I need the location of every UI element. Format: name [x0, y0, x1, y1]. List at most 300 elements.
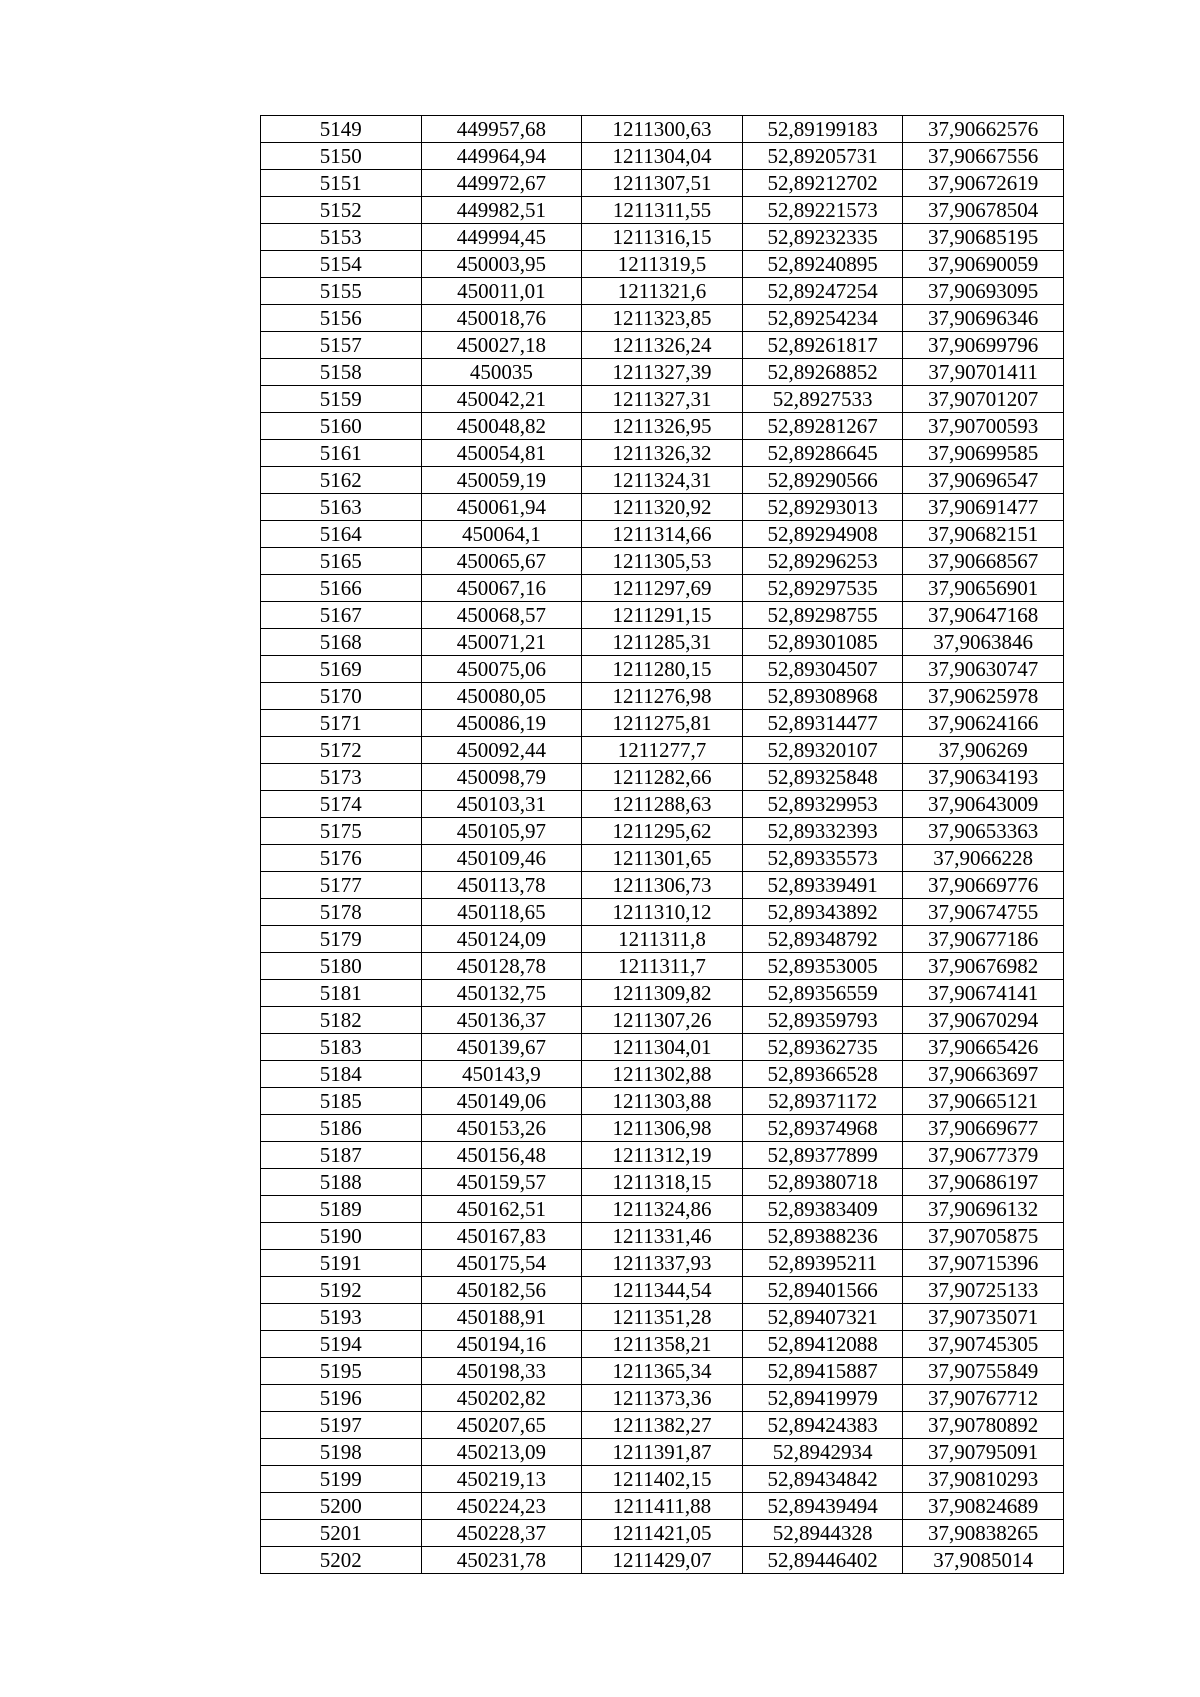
- point-number-cell: 5198: [261, 1439, 422, 1466]
- point-number-cell: 5197: [261, 1412, 422, 1439]
- table-row: [261, 1142, 1064, 1169]
- point-number-cell: 5158: [261, 359, 422, 386]
- x-coordinate-cell: 449964,94: [421, 143, 582, 170]
- table-row: [261, 278, 1064, 305]
- table-row: [261, 1385, 1064, 1412]
- point-number-cell: 5181: [261, 980, 422, 1007]
- latitude-cell: 52,89304507: [742, 656, 903, 683]
- latitude-cell: 52,89371172: [742, 1088, 903, 1115]
- y-coordinate-cell: 1211285,31: [582, 629, 743, 656]
- point-number-cell: 5154: [261, 251, 422, 278]
- y-coordinate-cell: 1211288,63: [582, 791, 743, 818]
- point-number-cell: 5172: [261, 737, 422, 764]
- point-number-cell: 5182: [261, 1007, 422, 1034]
- longitude-cell: 37,90663697: [903, 1061, 1064, 1088]
- x-coordinate-cell: 450207,65: [421, 1412, 582, 1439]
- x-coordinate-cell: 450219,13: [421, 1466, 582, 1493]
- table-row: [261, 1358, 1064, 1385]
- longitude-cell: 37,90690059: [903, 251, 1064, 278]
- x-coordinate-cell: 450068,57: [421, 602, 582, 629]
- table-row: [261, 656, 1064, 683]
- table-row: [261, 251, 1064, 278]
- table-row: [261, 1493, 1064, 1520]
- point-number-cell: 5177: [261, 872, 422, 899]
- table-row: [261, 170, 1064, 197]
- x-coordinate-cell: 450188,91: [421, 1304, 582, 1331]
- longitude-cell: 37,90668567: [903, 548, 1064, 575]
- longitude-cell: 37,9085014: [903, 1547, 1064, 1574]
- x-coordinate-cell: 450139,67: [421, 1034, 582, 1061]
- table-row: [261, 1169, 1064, 1196]
- x-coordinate-cell: 450098,79: [421, 764, 582, 791]
- latitude-cell: 52,89439494: [742, 1493, 903, 1520]
- latitude-cell: 52,89388236: [742, 1223, 903, 1250]
- coordinates-table: [260, 115, 1064, 1574]
- longitude-cell: 37,90745305: [903, 1331, 1064, 1358]
- longitude-cell: 37,90696132: [903, 1196, 1064, 1223]
- longitude-cell: 37,90678504: [903, 197, 1064, 224]
- longitude-cell: 37,90699796: [903, 332, 1064, 359]
- point-number-cell: 5201: [261, 1520, 422, 1547]
- table-row: [261, 413, 1064, 440]
- x-coordinate-cell: 450149,06: [421, 1088, 582, 1115]
- point-number-cell: 5192: [261, 1277, 422, 1304]
- y-coordinate-cell: 1211337,93: [582, 1250, 743, 1277]
- y-coordinate-cell: 1211302,88: [582, 1061, 743, 1088]
- y-coordinate-cell: 1211314,66: [582, 521, 743, 548]
- x-coordinate-cell: 450202,82: [421, 1385, 582, 1412]
- y-coordinate-cell: 1211306,73: [582, 872, 743, 899]
- y-coordinate-cell: 1211324,31: [582, 467, 743, 494]
- y-coordinate-cell: 1211306,98: [582, 1115, 743, 1142]
- latitude-cell: 52,89325848: [742, 764, 903, 791]
- latitude-cell: 52,89205731: [742, 143, 903, 170]
- table-row: [261, 440, 1064, 467]
- longitude-cell: 37,90643009: [903, 791, 1064, 818]
- latitude-cell: 52,89374968: [742, 1115, 903, 1142]
- point-number-cell: 5163: [261, 494, 422, 521]
- point-number-cell: 5170: [261, 683, 422, 710]
- latitude-cell: 52,89380718: [742, 1169, 903, 1196]
- longitude-cell: 37,90634193: [903, 764, 1064, 791]
- longitude-cell: 37,90810293: [903, 1466, 1064, 1493]
- longitude-cell: 37,90795091: [903, 1439, 1064, 1466]
- table-row: [261, 305, 1064, 332]
- table-row: [261, 359, 1064, 386]
- point-number-cell: 5189: [261, 1196, 422, 1223]
- x-coordinate-cell: 450128,78: [421, 953, 582, 980]
- y-coordinate-cell: 1211291,15: [582, 602, 743, 629]
- latitude-cell: 52,89261817: [742, 332, 903, 359]
- longitude-cell: 37,90755849: [903, 1358, 1064, 1385]
- latitude-cell: 52,89332393: [742, 818, 903, 845]
- table-row: [261, 1547, 1064, 1574]
- point-number-cell: 5168: [261, 629, 422, 656]
- longitude-cell: 37,90838265: [903, 1520, 1064, 1547]
- table-row: [261, 1412, 1064, 1439]
- y-coordinate-cell: 1211373,36: [582, 1385, 743, 1412]
- latitude-cell: 52,89419979: [742, 1385, 903, 1412]
- latitude-cell: 52,89254234: [742, 305, 903, 332]
- longitude-cell: 37,90653363: [903, 818, 1064, 845]
- longitude-cell: 37,90685195: [903, 224, 1064, 251]
- longitude-cell: 37,90824689: [903, 1493, 1064, 1520]
- y-coordinate-cell: 1211319,5: [582, 251, 743, 278]
- y-coordinate-cell: 1211280,15: [582, 656, 743, 683]
- point-number-cell: 5193: [261, 1304, 422, 1331]
- longitude-cell: 37,90735071: [903, 1304, 1064, 1331]
- y-coordinate-cell: 1211301,65: [582, 845, 743, 872]
- y-coordinate-cell: 1211320,92: [582, 494, 743, 521]
- latitude-cell: 52,89362735: [742, 1034, 903, 1061]
- y-coordinate-cell: 1211276,98: [582, 683, 743, 710]
- point-number-cell: 5149: [261, 116, 422, 143]
- y-coordinate-cell: 1211429,07: [582, 1547, 743, 1574]
- point-number-cell: 5191: [261, 1250, 422, 1277]
- y-coordinate-cell: 1211411,88: [582, 1493, 743, 1520]
- latitude-cell: 52,89212702: [742, 170, 903, 197]
- latitude-cell: 52,89297535: [742, 575, 903, 602]
- longitude-cell: 37,90630747: [903, 656, 1064, 683]
- y-coordinate-cell: 1211323,85: [582, 305, 743, 332]
- x-coordinate-cell: 450182,56: [421, 1277, 582, 1304]
- point-number-cell: 5175: [261, 818, 422, 845]
- point-number-cell: 5196: [261, 1385, 422, 1412]
- longitude-cell: 37,90669776: [903, 872, 1064, 899]
- point-number-cell: 5160: [261, 413, 422, 440]
- point-number-cell: 5187: [261, 1142, 422, 1169]
- x-coordinate-cell: 450132,75: [421, 980, 582, 1007]
- y-coordinate-cell: 1211391,87: [582, 1439, 743, 1466]
- table-row: [261, 1466, 1064, 1493]
- latitude-cell: 52,89268852: [742, 359, 903, 386]
- table-row: [261, 467, 1064, 494]
- table-row: [261, 1223, 1064, 1250]
- point-number-cell: 5200: [261, 1493, 422, 1520]
- table-row: [261, 197, 1064, 224]
- longitude-cell: 37,90662576: [903, 116, 1064, 143]
- latitude-cell: 52,89343892: [742, 899, 903, 926]
- longitude-cell: 37,90677379: [903, 1142, 1064, 1169]
- x-coordinate-cell: 450003,95: [421, 251, 582, 278]
- longitude-cell: 37,90696547: [903, 467, 1064, 494]
- point-number-cell: 5195: [261, 1358, 422, 1385]
- longitude-cell: 37,90691477: [903, 494, 1064, 521]
- y-coordinate-cell: 1211311,55: [582, 197, 743, 224]
- latitude-cell: 52,89356559: [742, 980, 903, 1007]
- point-number-cell: 5174: [261, 791, 422, 818]
- latitude-cell: 52,89320107: [742, 737, 903, 764]
- point-number-cell: 5178: [261, 899, 422, 926]
- table-row: [261, 1331, 1064, 1358]
- y-coordinate-cell: 1211310,12: [582, 899, 743, 926]
- longitude-cell: 37,90624166: [903, 710, 1064, 737]
- x-coordinate-cell: 450194,16: [421, 1331, 582, 1358]
- x-coordinate-cell: 449957,68: [421, 116, 582, 143]
- y-coordinate-cell: 1211277,7: [582, 737, 743, 764]
- point-number-cell: 5176: [261, 845, 422, 872]
- table-row: [261, 521, 1064, 548]
- latitude-cell: 52,89281267: [742, 413, 903, 440]
- table-row: [261, 710, 1064, 737]
- latitude-cell: 52,89232335: [742, 224, 903, 251]
- x-coordinate-cell: 450156,48: [421, 1142, 582, 1169]
- longitude-cell: 37,90693095: [903, 278, 1064, 305]
- latitude-cell: 52,89199183: [742, 116, 903, 143]
- x-coordinate-cell: 450065,67: [421, 548, 582, 575]
- y-coordinate-cell: 1211344,54: [582, 1277, 743, 1304]
- longitude-cell: 37,90686197: [903, 1169, 1064, 1196]
- latitude-cell: 52,89412088: [742, 1331, 903, 1358]
- x-coordinate-cell: 450054,81: [421, 440, 582, 467]
- point-number-cell: 5183: [261, 1034, 422, 1061]
- longitude-cell: 37,90699585: [903, 440, 1064, 467]
- y-coordinate-cell: 1211421,05: [582, 1520, 743, 1547]
- y-coordinate-cell: 1211402,15: [582, 1466, 743, 1493]
- point-number-cell: 5161: [261, 440, 422, 467]
- longitude-cell: 37,90696346: [903, 305, 1064, 332]
- table-row: [261, 602, 1064, 629]
- y-coordinate-cell: 1211358,21: [582, 1331, 743, 1358]
- longitude-cell: 37,90665426: [903, 1034, 1064, 1061]
- longitude-cell: 37,906269: [903, 737, 1064, 764]
- y-coordinate-cell: 1211327,39: [582, 359, 743, 386]
- table-row: [261, 980, 1064, 1007]
- y-coordinate-cell: 1211326,95: [582, 413, 743, 440]
- table-row: [261, 1250, 1064, 1277]
- x-coordinate-cell: 450159,57: [421, 1169, 582, 1196]
- y-coordinate-cell: 1211324,86: [582, 1196, 743, 1223]
- point-number-cell: 5159: [261, 386, 422, 413]
- table-row: [261, 1439, 1064, 1466]
- table-row: [261, 737, 1064, 764]
- x-coordinate-cell: 450175,54: [421, 1250, 582, 1277]
- latitude-cell: 52,89290566: [742, 467, 903, 494]
- y-coordinate-cell: 1211311,8: [582, 926, 743, 953]
- y-coordinate-cell: 1211318,15: [582, 1169, 743, 1196]
- table-row: [261, 1304, 1064, 1331]
- table-row: [261, 116, 1064, 143]
- point-number-cell: 5186: [261, 1115, 422, 1142]
- point-number-cell: 5151: [261, 170, 422, 197]
- point-number-cell: 5180: [261, 953, 422, 980]
- latitude-cell: 52,89298755: [742, 602, 903, 629]
- longitude-cell: 37,90682151: [903, 521, 1064, 548]
- y-coordinate-cell: 1211309,82: [582, 980, 743, 1007]
- x-coordinate-cell: 450086,19: [421, 710, 582, 737]
- table-row: [261, 764, 1064, 791]
- y-coordinate-cell: 1211331,46: [582, 1223, 743, 1250]
- point-number-cell: 5152: [261, 197, 422, 224]
- table-row: [261, 1196, 1064, 1223]
- x-coordinate-cell: 450162,51: [421, 1196, 582, 1223]
- latitude-cell: 52,8942934: [742, 1439, 903, 1466]
- point-number-cell: 5156: [261, 305, 422, 332]
- x-coordinate-cell: 450153,26: [421, 1115, 582, 1142]
- latitude-cell: 52,89366528: [742, 1061, 903, 1088]
- x-coordinate-cell: 450124,09: [421, 926, 582, 953]
- latitude-cell: 52,89240895: [742, 251, 903, 278]
- x-coordinate-cell: 450035: [421, 359, 582, 386]
- longitude-cell: 37,90625978: [903, 683, 1064, 710]
- longitude-cell: 37,90725133: [903, 1277, 1064, 1304]
- longitude-cell: 37,90676982: [903, 953, 1064, 980]
- x-coordinate-cell: 450228,37: [421, 1520, 582, 1547]
- point-number-cell: 5185: [261, 1088, 422, 1115]
- x-coordinate-cell: 450064,1: [421, 521, 582, 548]
- point-number-cell: 5150: [261, 143, 422, 170]
- table-row: [261, 899, 1064, 926]
- x-coordinate-cell: 450092,44: [421, 737, 582, 764]
- latitude-cell: 52,89294908: [742, 521, 903, 548]
- longitude-cell: 37,90669677: [903, 1115, 1064, 1142]
- table-row: [261, 1034, 1064, 1061]
- longitude-cell: 37,90672619: [903, 170, 1064, 197]
- latitude-cell: 52,89296253: [742, 548, 903, 575]
- longitude-cell: 37,90701411: [903, 359, 1064, 386]
- latitude-cell: 52,89348792: [742, 926, 903, 953]
- latitude-cell: 52,89286645: [742, 440, 903, 467]
- point-number-cell: 5166: [261, 575, 422, 602]
- point-number-cell: 5164: [261, 521, 422, 548]
- y-coordinate-cell: 1211295,62: [582, 818, 743, 845]
- point-number-cell: 5173: [261, 764, 422, 791]
- longitude-cell: 37,90665121: [903, 1088, 1064, 1115]
- point-number-cell: 5199: [261, 1466, 422, 1493]
- latitude-cell: 52,89314477: [742, 710, 903, 737]
- latitude-cell: 52,89383409: [742, 1196, 903, 1223]
- y-coordinate-cell: 1211321,6: [582, 278, 743, 305]
- y-coordinate-cell: 1211312,19: [582, 1142, 743, 1169]
- table-row: [261, 494, 1064, 521]
- latitude-cell: 52,89293013: [742, 494, 903, 521]
- longitude-cell: 37,9063846: [903, 629, 1064, 656]
- y-coordinate-cell: 1211297,69: [582, 575, 743, 602]
- table-row: [261, 224, 1064, 251]
- x-coordinate-cell: 450143,9: [421, 1061, 582, 1088]
- y-coordinate-cell: 1211311,7: [582, 953, 743, 980]
- point-number-cell: 5171: [261, 710, 422, 737]
- x-coordinate-cell: 450198,33: [421, 1358, 582, 1385]
- x-coordinate-cell: 450042,21: [421, 386, 582, 413]
- table-row: [261, 683, 1064, 710]
- y-coordinate-cell: 1211365,34: [582, 1358, 743, 1385]
- x-coordinate-cell: 450048,82: [421, 413, 582, 440]
- latitude-cell: 52,89415887: [742, 1358, 903, 1385]
- y-coordinate-cell: 1211305,53: [582, 548, 743, 575]
- x-coordinate-cell: 450027,18: [421, 332, 582, 359]
- latitude-cell: 52,89395211: [742, 1250, 903, 1277]
- longitude-cell: 37,90705875: [903, 1223, 1064, 1250]
- y-coordinate-cell: 1211303,88: [582, 1088, 743, 1115]
- longitude-cell: 37,90701207: [903, 386, 1064, 413]
- y-coordinate-cell: 1211307,51: [582, 170, 743, 197]
- y-coordinate-cell: 1211316,15: [582, 224, 743, 251]
- table-row: [261, 1277, 1064, 1304]
- table-row: [261, 548, 1064, 575]
- x-coordinate-cell: 449982,51: [421, 197, 582, 224]
- y-coordinate-cell: 1211304,01: [582, 1034, 743, 1061]
- longitude-cell: 37,90670294: [903, 1007, 1064, 1034]
- x-coordinate-cell: 450213,09: [421, 1439, 582, 1466]
- table-row: [261, 1115, 1064, 1142]
- point-number-cell: 5190: [261, 1223, 422, 1250]
- y-coordinate-cell: 1211304,04: [582, 143, 743, 170]
- latitude-cell: 52,89377899: [742, 1142, 903, 1169]
- x-coordinate-cell: 450113,78: [421, 872, 582, 899]
- latitude-cell: 52,89301085: [742, 629, 903, 656]
- x-coordinate-cell: 450231,78: [421, 1547, 582, 1574]
- longitude-cell: 37,90667556: [903, 143, 1064, 170]
- y-coordinate-cell: 1211382,27: [582, 1412, 743, 1439]
- y-coordinate-cell: 1211275,81: [582, 710, 743, 737]
- x-coordinate-cell: 450080,05: [421, 683, 582, 710]
- y-coordinate-cell: 1211327,31: [582, 386, 743, 413]
- x-coordinate-cell: 450075,06: [421, 656, 582, 683]
- point-number-cell: 5157: [261, 332, 422, 359]
- table-row: [261, 143, 1064, 170]
- table-row: [261, 1061, 1064, 1088]
- table-row: [261, 1007, 1064, 1034]
- y-coordinate-cell: 1211326,32: [582, 440, 743, 467]
- longitude-cell: 37,90656901: [903, 575, 1064, 602]
- latitude-cell: 52,89353005: [742, 953, 903, 980]
- x-coordinate-cell: 450067,16: [421, 575, 582, 602]
- table-row: [261, 818, 1064, 845]
- x-coordinate-cell: 450167,83: [421, 1223, 582, 1250]
- x-coordinate-cell: 449994,45: [421, 224, 582, 251]
- point-number-cell: 5169: [261, 656, 422, 683]
- x-coordinate-cell: 450224,23: [421, 1493, 582, 1520]
- x-coordinate-cell: 450071,21: [421, 629, 582, 656]
- table-row: [261, 872, 1064, 899]
- table-row: [261, 332, 1064, 359]
- longitude-cell: 37,90674141: [903, 980, 1064, 1007]
- point-number-cell: 5162: [261, 467, 422, 494]
- latitude-cell: 52,89424383: [742, 1412, 903, 1439]
- point-number-cell: 5184: [261, 1061, 422, 1088]
- table-row: [261, 575, 1064, 602]
- x-coordinate-cell: 450136,37: [421, 1007, 582, 1034]
- x-coordinate-cell: 450018,76: [421, 305, 582, 332]
- latitude-cell: 52,89339491: [742, 872, 903, 899]
- table-row: [261, 791, 1064, 818]
- point-number-cell: 5167: [261, 602, 422, 629]
- longitude-cell: 37,90674755: [903, 899, 1064, 926]
- longitude-cell: 37,9066228: [903, 845, 1064, 872]
- x-coordinate-cell: 450061,94: [421, 494, 582, 521]
- latitude-cell: 52,89247254: [742, 278, 903, 305]
- y-coordinate-cell: 1211300,63: [582, 116, 743, 143]
- longitude-cell: 37,90647168: [903, 602, 1064, 629]
- latitude-cell: 52,8944328: [742, 1520, 903, 1547]
- table-row: [261, 953, 1064, 980]
- point-number-cell: 5194: [261, 1331, 422, 1358]
- longitude-cell: 37,90700593: [903, 413, 1064, 440]
- latitude-cell: 52,89407321: [742, 1304, 903, 1331]
- x-coordinate-cell: 450109,46: [421, 845, 582, 872]
- longitude-cell: 37,90767712: [903, 1385, 1064, 1412]
- table-row: [261, 1088, 1064, 1115]
- table-row: [261, 1520, 1064, 1547]
- x-coordinate-cell: 449972,67: [421, 170, 582, 197]
- x-coordinate-cell: 450011,01: [421, 278, 582, 305]
- latitude-cell: 52,89434842: [742, 1466, 903, 1493]
- table-row: [261, 926, 1064, 953]
- latitude-cell: 52,89401566: [742, 1277, 903, 1304]
- latitude-cell: 52,8927533: [742, 386, 903, 413]
- longitude-cell: 37,90780892: [903, 1412, 1064, 1439]
